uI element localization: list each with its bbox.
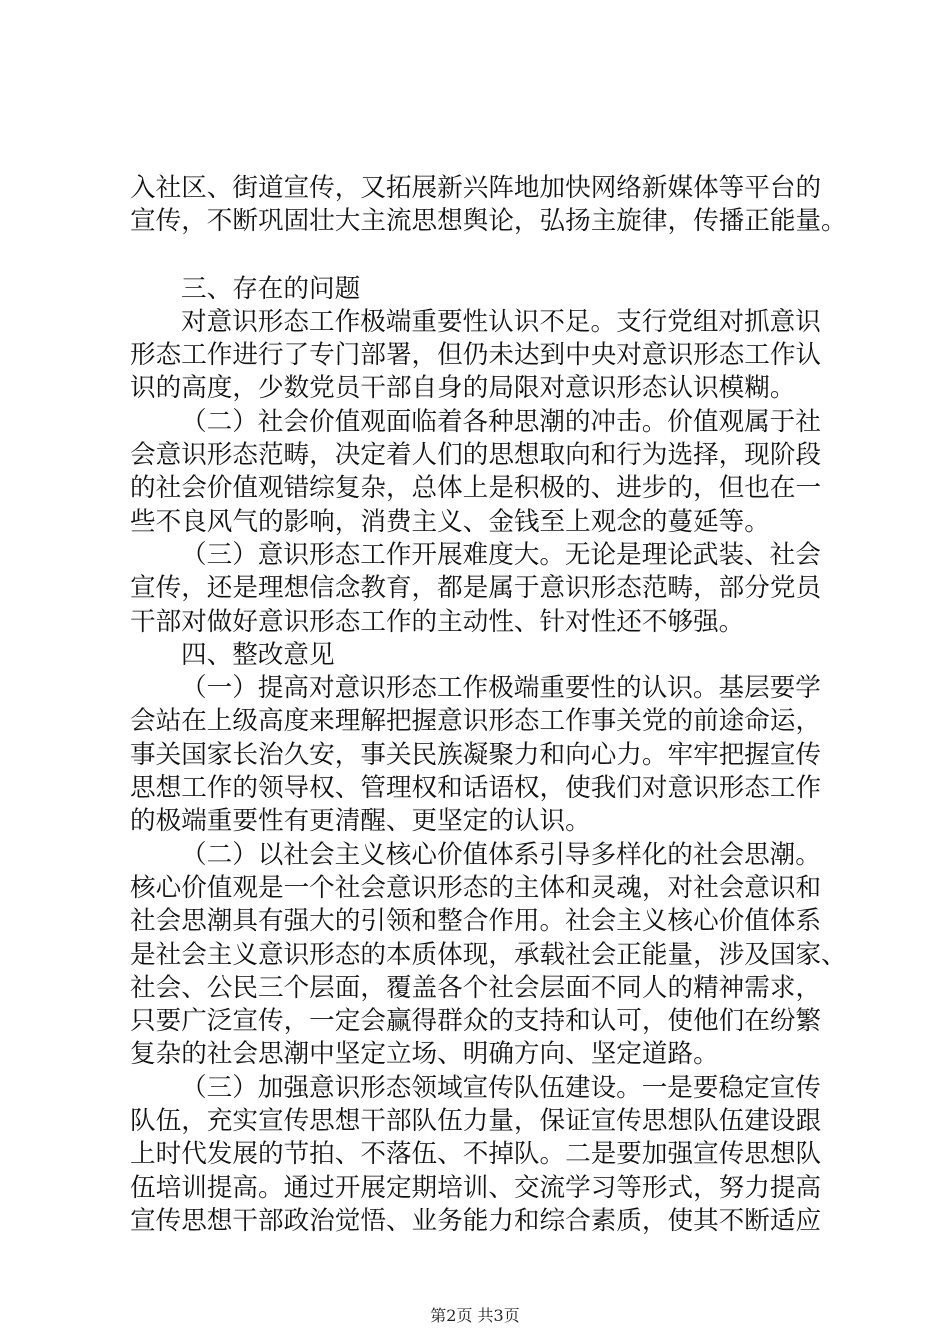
text-line: 对意识形态工作极端重要性认识不足。支行党组对抓意识	[181, 306, 821, 337]
paragraph-suggestion-3	[130, 1072, 830, 1238]
text-line: 些不良风气的影响，消费主义、金钱至上观念的蔓延等。	[130, 506, 770, 537]
page-number-label: 第2页 共3页	[430, 1306, 520, 1325]
text-line: （二）以社会主义核心价值体系引导多样化的社会思潮。	[181, 839, 821, 870]
paragraph-problem-1	[130, 306, 830, 406]
paragraph-problem-3	[130, 539, 830, 639]
text-line: 复杂的社会思潮中坚定立场、明确方向、坚定道路。	[130, 1039, 719, 1070]
paragraph-continuation	[130, 172, 847, 239]
text-line: 社会、公民三个层面，覆盖各个社会层面不同人的精神需求，	[130, 972, 822, 1003]
paragraph-suggestion-2	[130, 839, 847, 1072]
text-line: 的极端重要性有更清醒、更坚定的认识。	[130, 806, 591, 837]
text-line: 只要广泛宣传，一定会赢得群众的支持和认可，使他们在纷繁	[130, 1006, 822, 1037]
section-heading-problems	[130, 273, 830, 306]
text-line: 社会思潮具有强大的引领和整合作用。社会主义核心价值体系	[130, 906, 822, 937]
text-line: 上时代发展的节拍、不落伍、不掉队。二是要加强宣传思想队	[130, 1139, 822, 1170]
text-line: 核心价值观是一个社会意识形态的主体和灵魂，对社会意识和	[130, 872, 822, 903]
section-heading-suggestions	[130, 639, 830, 672]
text-line: 宣传，还是理想信念教育，都是属于意识形态范畴，部分党员	[130, 573, 822, 604]
text-line: 宣传，不断巩固壮大主流思想舆论，弘扬主旋律，传播正能量。	[130, 206, 847, 237]
text-line: 入社区、街道宣传，又拓展新兴阵地加快网络新媒体等平台的	[130, 173, 822, 203]
text-line: （二）社会价值观面临着各种思潮的冲击。价值观属于社	[181, 406, 821, 437]
text-line: 是社会主义意识形态的本质体现，承载社会正能量，涉及国家、	[130, 939, 847, 970]
heading-line: 四、整改意见	[181, 639, 335, 670]
text-line: 的社会价值观错综复杂，总体上是积极的、进步的，但也在一	[130, 473, 822, 504]
text-line: （三）加强意识形态领域宣传队伍建设。一是要稳定宣传	[181, 1072, 821, 1103]
heading-line: 三、存在的问题	[181, 273, 361, 304]
text-line: 会意识形态范畴，决定着人们的思想取向和行为选择，现阶段	[130, 440, 822, 471]
text-line: 形态工作进行了专门部署，但仍未达到中央对意识形态工作认	[130, 340, 822, 371]
text-line: 干部对做好意识形态工作的主动性、针对性还不够强。	[130, 606, 745, 637]
paragraph-suggestion-1	[130, 672, 830, 838]
text-line: 宣传思想干部政治觉悟、业务能力和综合素质，使其不断适应	[130, 1205, 822, 1236]
paragraph-problem-2	[130, 406, 830, 539]
text-line: （三）意识形态工作开展难度大。无论是理论武装、社会	[181, 539, 821, 570]
text-line: 伍培训提高。通过开展定期培训、交流学习等形式，努力提高	[130, 1172, 822, 1203]
text-line: 识的高度，少数党员干部自身的局限对意识形态认识模糊。	[130, 373, 796, 404]
text-line: 思想工作的领导权、管理权和话语权，使我们对意识形态工作	[130, 773, 822, 804]
text-line: 队伍，充实宣传思想干部队伍力量，保证宣传思想队伍建设跟	[130, 1106, 822, 1137]
page-footer	[0, 1306, 950, 1326]
text-line: 事关国家长治久安，事关民族凝聚力和向心力。牢牢把握宣传	[130, 739, 822, 770]
text-line: 会站在上级高度来理解把握意识形态工作事关党的前途命运，	[130, 706, 822, 737]
text-line: （一）提高对意识形态工作极端重要性的认识。基层要学	[181, 673, 821, 704]
document-body	[130, 172, 847, 1238]
